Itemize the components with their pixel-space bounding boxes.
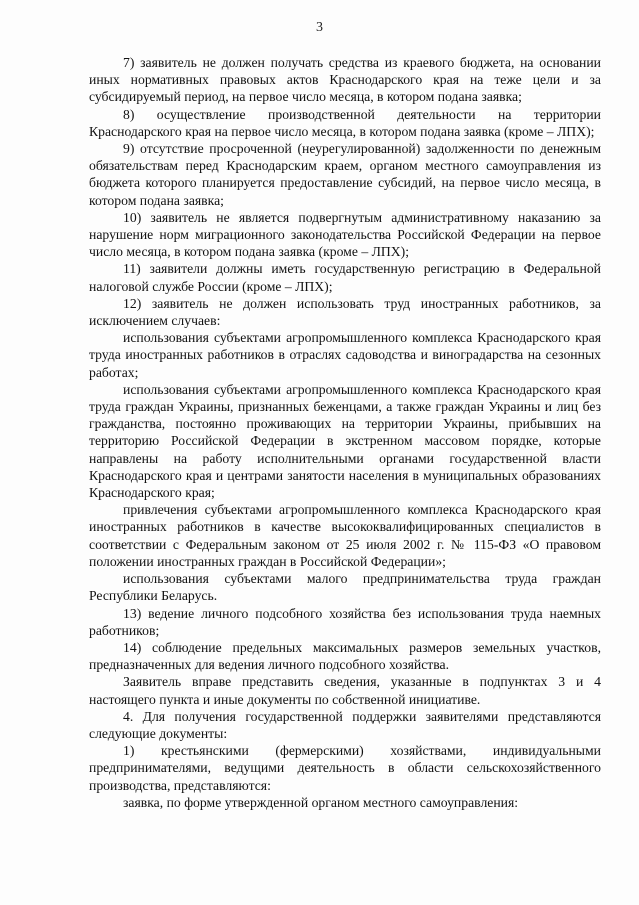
section-4-item-1: 1) крестьянскими (фермерскими) хозяйствами, индивидуальными предпринимателями, ведущими деятельность в области сельскохозяйственного производства, представляются: xyxy=(89,743,601,793)
exception-qualified-specialists: привлечения субъектами агропромышленного комплекса Краснодарского края иностранных работников в качестве высококвалифицированных специалистов в соответствии с Федеральным законом от 25 июля 2002 г. № 115-ФЗ «О правовом положении иностранных граждан в Российской Федерации»; xyxy=(89,502,601,569)
paragraph-item-14: 14) соблюдение предельных максимальных размеров земельных участков, предназначенных для ведения личного подсобного хозяйства. xyxy=(89,639,601,673)
paragraph-optional-documents: Заявитель вправе представить сведения, указанные в подпунктах 3 и 4 настоящего пункта и иные документы по собственной инициативе. xyxy=(89,674,601,707)
paragraph-item-7: 7) заявитель не должен получать средства из краевого бюджета, на основании иных нормативных правовых актов Краснодарского края на теже цели и за субсидируемый период, на первое число месяца, в котором подана заявка; xyxy=(89,55,601,105)
paragraph-item-11: 11) заявители должны иметь государственную регистрацию в Федеральной налоговой службе России (кроме – ЛПХ); xyxy=(89,261,601,294)
paragraph-item-9: 9) отсутствие просроченной (неурегулированной) задолженности по денежным обязательствам перед Краснодарским краем, органом местного самоуправления из бюджета которого планируется предоставление субсидий, на первое число месяца, в котором подана заявка; xyxy=(89,141,601,208)
section-4-intro: 4. Для получения государственной поддержки заявителями представляются следующие документы: xyxy=(89,708,601,741)
application-form-line: заявка, по форме утвержденной органом местного самоуправления: xyxy=(123,794,519,810)
document-body xyxy=(89,54,601,811)
exception-seasonal-work: использования субъектами агропромышленного комплекса Краснодарского края труда иностранных работников в отраслях садоводства и виноградарства на сезонных работах; xyxy=(89,330,601,380)
exception-belarus-citizens: использования субъектами малого предпринимательства труда граждан Республики Беларусь. xyxy=(89,571,601,604)
paragraph-item-13: 13) ведение личного подсобного хозяйства без использования труда наемных работников; xyxy=(89,605,601,638)
exception-ukraine-refugees: использования субъектами агропромышленного комплекса Краснодарского края труда граждан Украины, признанных беженцами, а также граждан Украины и лиц без гражданства, постоянно проживающих на территории Украины, прибывших на территорию Российской Федерации в экстренном массовом порядке, которые направлены на работу исполнительными органами государственной власти Краснодарского края и центрами занятости населения в муниципальных образованиях Краснодарского края; xyxy=(89,381,601,501)
paragraph-item-10: 10) заявитель не является подвергнутым административному наказанию за нарушение норм миграционного законодательства Российской Федерации на первое число месяца, в котором подана заявка (кроме – ЛПХ); xyxy=(89,209,601,260)
paragraph-item-12: 12) заявитель не должен использовать труд иностранных работников, за исключением случаев: xyxy=(89,295,601,329)
paragraph-item-8: 8) осуществление производственной деятельности на территории Краснодарского края на первое число месяца, в котором подана заявка (кроме – ЛПХ); xyxy=(89,106,601,139)
page-number: 3 xyxy=(316,20,323,35)
